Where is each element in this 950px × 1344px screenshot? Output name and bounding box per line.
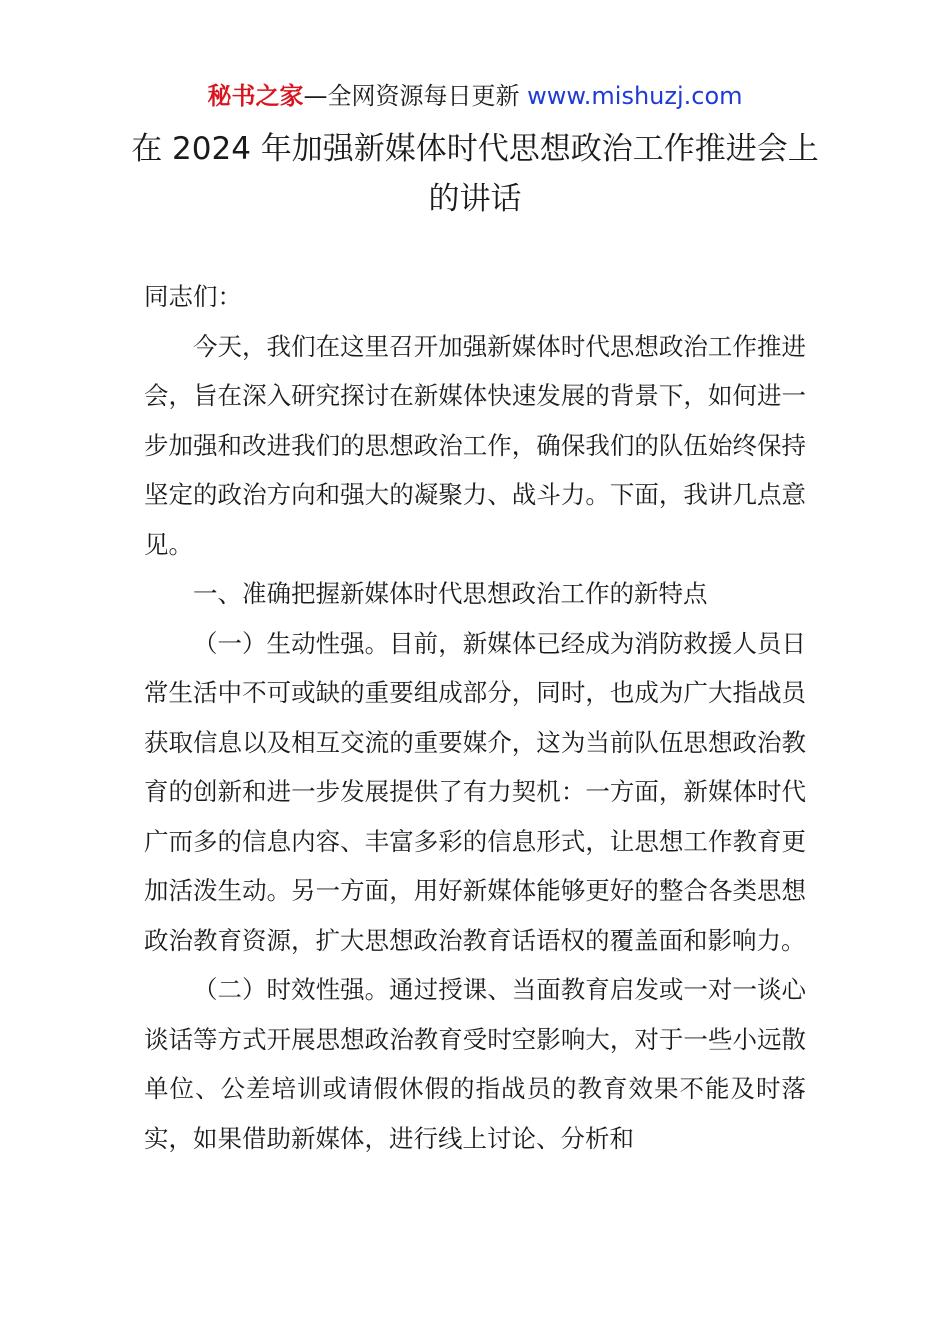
site-url[interactable]: www.mishuzj.com (527, 82, 743, 110)
paragraph-point-2: （二）时效性强。通过授课、当面教育启发或一对一谈心谈话等方式开展思想政治教育受时空影响大，对于一些小远散单位、公差培训或请假休假的指战员的教育效果不能及时落实，如果借助新媒体，进行线上讨论、分析和 (144, 975, 806, 1153)
document-title: 在 2024 年加强新媒体时代思想政治工作推进会上的讲话 (131, 131, 819, 217)
salutation: 同志们： (144, 282, 242, 311)
paragraph-point-1: （一）生动性强。目前，新媒体已经成为消防救援人员日常生活中不可或缺的重要组成部分，同时，也成为广大指战员获取信息以及相互交流的重要媒介，这为当前队伍思想政治教育的创新和进一步发展提供了有力契机：一方面，新媒体时代广而多的信息内容、丰富多彩的信息形式，让思想工作教育更加活泼生动。另一方面，用好新媒体能够更好的整合各类思想政治教育资源，扩大思想政治教育话语权的覆盖面和影响力。 (144, 628, 806, 955)
site-header (0, 80, 950, 112)
paragraph-intro: 今天，我们在这里召开加强新媒体时代思想政治工作推进会，旨在深入研究探讨在新媒体快速发展的背景下，如何进一步加强和改进我们的思想政治工作，确保我们的队伍始终保持坚定的政治方向和强大的凝聚力、战斗力。下面，我讲几点意见。 (144, 331, 806, 559)
document-body (144, 272, 806, 1163)
header-tagline: —全网资源每日更新 (303, 82, 528, 110)
section-heading-1: 一、准确把握新媒体时代思想政治工作的新特点 (193, 579, 708, 608)
brand-name: 秘书之家 (207, 82, 304, 110)
